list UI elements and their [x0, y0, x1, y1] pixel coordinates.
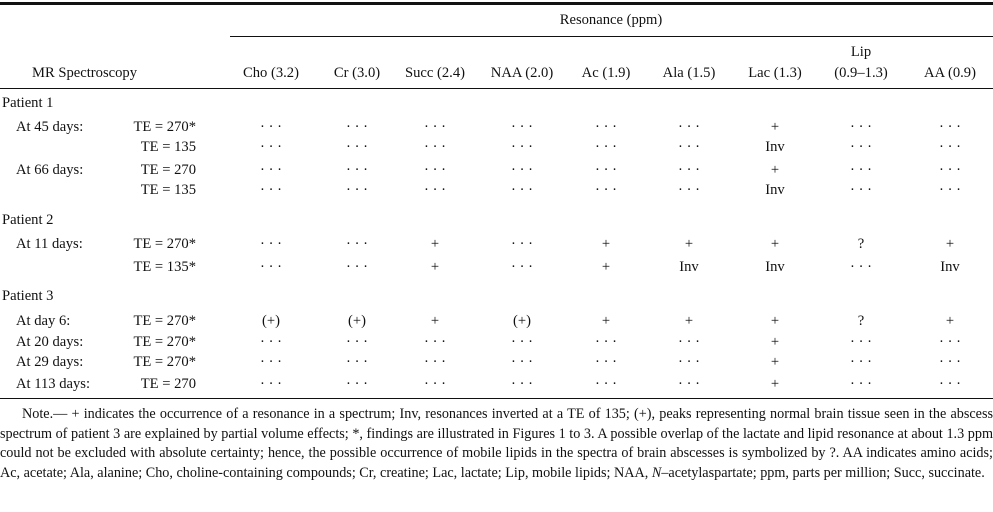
table-cell: · · ·: [678, 334, 700, 350]
row-day-label: At 113 days:: [16, 376, 91, 392]
group-label-2: Patient 3: [2, 288, 54, 304]
group-header-rule: [230, 36, 993, 37]
group-label-0: Patient 1: [2, 95, 54, 111]
table-cell: · · ·: [939, 182, 961, 198]
note-text-b: –acetylaspartate; ppm, parts per million; Succ, succinate.: [661, 464, 985, 481]
table-cell: +: [601, 236, 611, 252]
row-te-label: TE = 270: [140, 162, 196, 178]
row-day-label: At 66 days:: [16, 162, 84, 178]
table-cell: · · ·: [260, 259, 282, 275]
row-day-label: At day 6:: [16, 313, 71, 329]
column-header-5: Ala (1.5): [662, 65, 716, 81]
table-cell: +: [770, 119, 780, 135]
table-cell: · · ·: [939, 162, 961, 178]
column-header-1: Cr (3.0): [333, 65, 381, 81]
table-cell: (+): [262, 313, 280, 329]
table-cell: · · ·: [595, 119, 617, 135]
table-cell: +: [770, 236, 780, 252]
table-cell: · · ·: [260, 236, 282, 252]
table-cell: · · ·: [850, 259, 872, 275]
row-day-label: At 20 days:: [16, 334, 84, 350]
table-cell: · · ·: [678, 139, 700, 155]
table-cell: · · ·: [346, 182, 368, 198]
table-cell: +: [945, 313, 955, 329]
table-cell: · · ·: [511, 139, 533, 155]
row-te-label: TE = 270: [140, 376, 196, 392]
column-header-0: Cho (3.2): [243, 65, 299, 81]
table-cell: · · ·: [678, 162, 700, 178]
table-cell: +: [430, 236, 440, 252]
table-cell: · · ·: [595, 354, 617, 370]
row-header-mr-spectroscopy: MR Spectroscopy: [32, 65, 137, 81]
table-cell: · · ·: [511, 119, 533, 135]
table-cell: · · ·: [939, 376, 961, 392]
table-cell: · · ·: [939, 119, 961, 135]
table-cell: · · ·: [424, 334, 446, 350]
table-cell: · · ·: [678, 119, 700, 135]
table-cell: · · ·: [346, 139, 368, 155]
table-cell: · · ·: [595, 139, 617, 155]
column-header-3: NAA (2.0): [490, 65, 554, 81]
table-cell: · · ·: [511, 182, 533, 198]
table-cell: · · ·: [346, 119, 368, 135]
group-header-resonance: Resonance (ppm): [559, 12, 663, 28]
column-header-7-line2: (0.9–1.3): [834, 65, 888, 81]
column-header-7-line1: Lip: [850, 44, 872, 60]
table-cell: · · ·: [939, 354, 961, 370]
table-cell: (+): [513, 313, 531, 329]
table-cell: · · ·: [424, 162, 446, 178]
row-day-label: At 29 days:: [16, 354, 84, 370]
header-rule: [0, 88, 993, 89]
table-cell: · · ·: [424, 376, 446, 392]
row-te-label: TE = 270*: [133, 354, 196, 370]
table-cell: · · ·: [939, 139, 961, 155]
table-cell: (+): [348, 313, 366, 329]
table-cell: · · ·: [850, 376, 872, 392]
table-cell: · · ·: [511, 354, 533, 370]
table-cell: · · ·: [260, 182, 282, 198]
row-day-label: At 11 days:: [16, 236, 83, 252]
column-header-6: Lac (1.3): [748, 65, 802, 81]
table-cell: Inv: [679, 259, 699, 275]
table-cell: · · ·: [511, 162, 533, 178]
table-cell: · · ·: [260, 354, 282, 370]
row-te-label: TE = 135*: [133, 259, 196, 275]
table-cell: · · ·: [260, 139, 282, 155]
table-cell: · · ·: [850, 119, 872, 135]
note-prefix: Note.—: [22, 406, 68, 422]
column-header-8: AA (0.9): [924, 65, 976, 81]
table-cell: · · ·: [511, 376, 533, 392]
table-cell: · · ·: [678, 376, 700, 392]
table-cell: Inv: [765, 182, 785, 198]
table-cell: · · ·: [850, 354, 872, 370]
table-cell: · · ·: [260, 119, 282, 135]
table-cell: +: [430, 313, 440, 329]
table-cell: · · ·: [511, 334, 533, 350]
table-note: [0, 405, 993, 483]
table-cell: · · ·: [424, 354, 446, 370]
row-day-label: At 45 days:: [16, 119, 84, 135]
table-cell: · · ·: [678, 182, 700, 198]
note-italic-n: N: [651, 464, 662, 481]
table-cell: · · ·: [424, 119, 446, 135]
row-te-label: TE = 270*: [133, 119, 196, 135]
table-cell: · · ·: [346, 334, 368, 350]
table-cell: · · ·: [424, 182, 446, 198]
table-cell: +: [770, 162, 780, 178]
table-cell: · · ·: [346, 376, 368, 392]
row-te-label: TE = 270*: [133, 334, 196, 350]
top-rule: [0, 2, 993, 5]
table-cell: · · ·: [678, 354, 700, 370]
table-cell: · · ·: [346, 162, 368, 178]
table-cell: +: [770, 334, 780, 350]
table-cell: · · ·: [346, 354, 368, 370]
table-cell: +: [684, 236, 694, 252]
table-cell: · · ·: [511, 236, 533, 252]
table-cell: · · ·: [939, 334, 961, 350]
table-cell: · · ·: [595, 334, 617, 350]
table-cell: +: [684, 313, 694, 329]
table-cell: +: [601, 313, 611, 329]
row-te-label: TE = 135: [140, 139, 196, 155]
note-text-a: + indicates the occurrence of a resonance in a spectrum; Inv, resonances inverted at a TE of 135; (+), peaks representing normal brain tissue seen in the abscess spectrum of patient 3 are explained by partial volume effects; *, findings are illustrated in Figures 1 to 3. A possible overlap of the lactate and lipid resonance at about 1.3 ppm could not be excluded with absolute certainty; hence, the possible occurrence of mobile lipids in the spectra of brain abscesses is symbolized by ?. AA indicates amino acids; Ac, acetate; Ala, alanine; Cho, choline-containing compounds; Cr, creatine; Lac, lactate; Lip, mobile lipids; NAA,: [0, 406, 993, 481]
table-cell: · · ·: [260, 334, 282, 350]
row-te-label: TE = 270*: [133, 236, 196, 252]
table-cell: · · ·: [595, 182, 617, 198]
table-cell: · · ·: [850, 139, 872, 155]
table-cell: Inv: [940, 259, 960, 275]
bottom-rule: [0, 398, 993, 399]
table-cell: · · ·: [424, 139, 446, 155]
table-cell: +: [945, 236, 955, 252]
table-cell: +: [770, 313, 780, 329]
table-cell: Inv: [765, 259, 785, 275]
table-cell: +: [770, 376, 780, 392]
column-header-2: Succ (2.4): [405, 65, 465, 81]
table-cell: Inv: [765, 139, 785, 155]
table-cell: · · ·: [260, 376, 282, 392]
table-cell: ?: [857, 236, 865, 252]
table-cell: · · ·: [850, 182, 872, 198]
table-cell: +: [770, 354, 780, 370]
table-cell: +: [430, 259, 440, 275]
row-te-label: TE = 270*: [133, 313, 196, 329]
table-cell: · · ·: [260, 162, 282, 178]
row-te-label: TE = 135: [140, 182, 196, 198]
table-cell: · · ·: [511, 259, 533, 275]
table-cell: · · ·: [346, 259, 368, 275]
table-cell: · · ·: [850, 334, 872, 350]
column-header-4: Ac (1.9): [581, 65, 631, 81]
table-cell: · · ·: [850, 162, 872, 178]
table-cell: · · ·: [595, 376, 617, 392]
table-cell: +: [601, 259, 611, 275]
table-cell: ?: [857, 313, 865, 329]
table-cell: · · ·: [346, 236, 368, 252]
table-cell: · · ·: [595, 162, 617, 178]
group-label-1: Patient 2: [2, 212, 54, 228]
